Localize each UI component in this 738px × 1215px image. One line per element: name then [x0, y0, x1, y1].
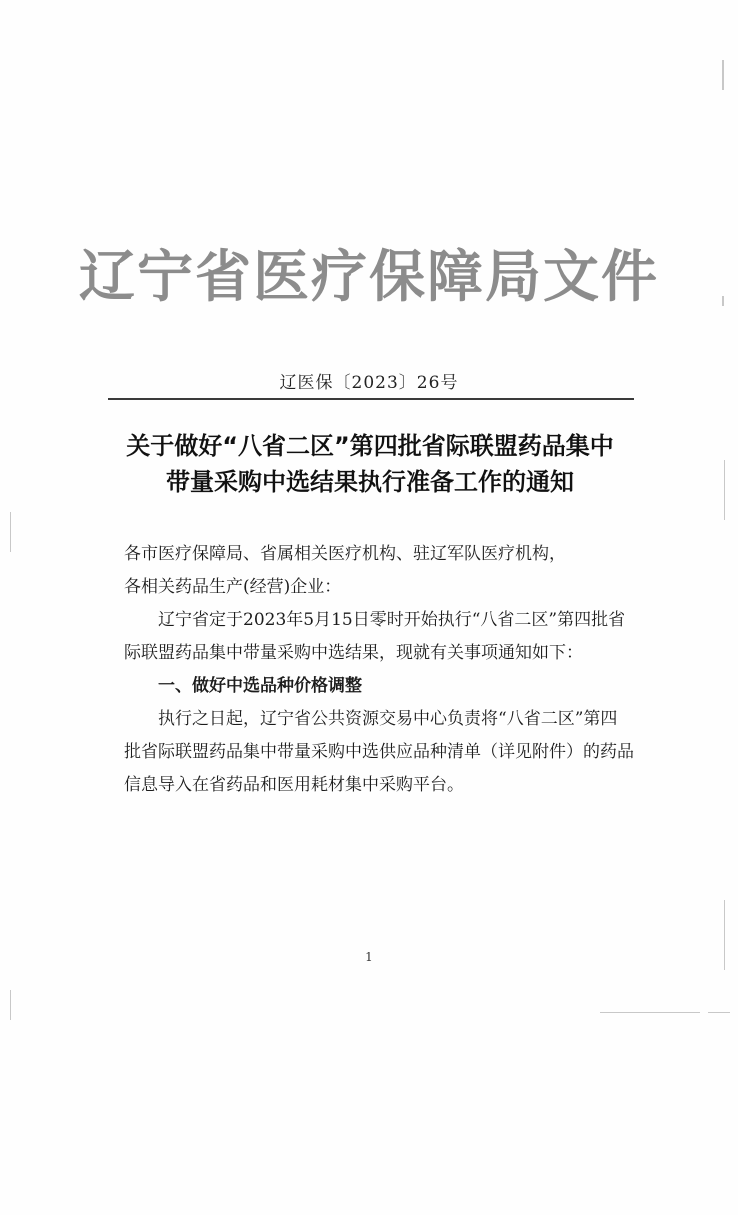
document-number: 辽医保〔2023〕26号	[279, 373, 459, 393]
section-heading-1: 一、做好中选品种价格调整	[158, 676, 362, 696]
header-divider	[108, 398, 634, 400]
scan-artifact	[722, 296, 724, 306]
scan-artifact	[708, 1012, 730, 1013]
recipients-line-1: 各市医疗保障局、省属相关医疗机构、驻辽军队医疗机构，	[124, 544, 566, 564]
issuing-authority-header: 辽宁省医疗保障局文件	[79, 245, 659, 310]
paragraph-1: 辽宁省定于2023年5月15日零时开始执行“八省二区”第四批省际联盟药品集中带量采购中选结果，现就有关事项通知如下：	[124, 610, 626, 663]
recipients-line-2: 各相关药品生产(经营)企业：	[124, 577, 342, 597]
notice-body	[124, 538, 634, 802]
scan-artifact	[10, 990, 11, 1020]
scan-artifact	[724, 460, 725, 520]
scan-artifact	[722, 60, 724, 90]
page-number: 1	[365, 950, 373, 964]
scan-artifact	[724, 900, 725, 970]
notice-title-line-1: 关于做好“八省二区”第四批省际联盟药品集中	[126, 432, 614, 460]
scan-artifact	[600, 1012, 700, 1013]
notice-title	[100, 428, 640, 500]
paragraph-2: 执行之日起，辽宁省公共资源交易中心负责将“八省二区”第四批省际联盟药品集中带量采购中选供应品种清单（详见附件）的药品信息导入在省药品和医用耗材集中采购平台。	[124, 709, 634, 795]
scan-artifact	[10, 512, 11, 552]
notice-title-line-2: 带量采购中选结果执行准备工作的通知	[166, 468, 574, 496]
